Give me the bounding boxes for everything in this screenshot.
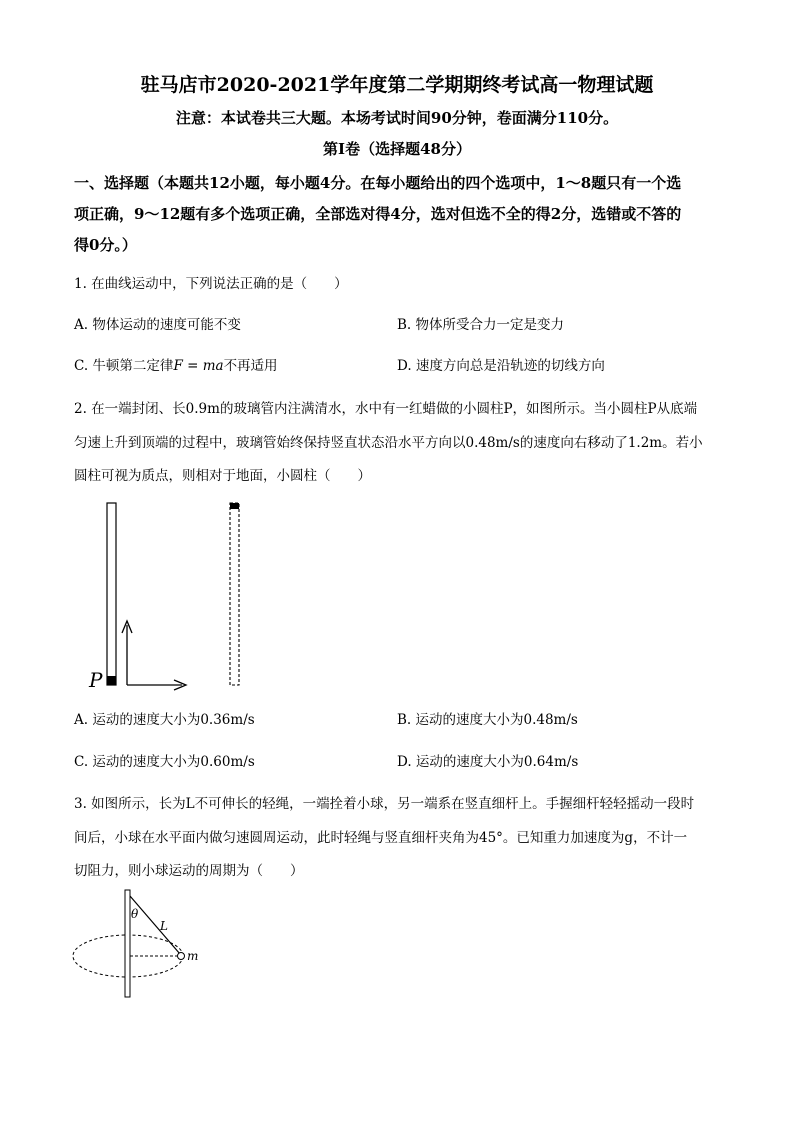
q3-line-2: 间后，小球在水平面内做匀速圆周运动，此时轻绳与竖直细杆夹角为45°。已知重力加速度为g，不计一: [74, 830, 688, 846]
q1-option-d: D. 速度方向总是沿轨迹的切线方向: [397, 358, 605, 374]
exam-notice: 注意：本试卷共三大题。本场考试时间90分钟，卷面满分110分。: [175, 109, 619, 127]
q3-line-1: 3. 如图所示，长为L不可伸长的轻绳，一端拴着小球，另一端系在竖直细杆上。手握细杆轻轻摇动一段时: [74, 796, 695, 812]
red-wax-cylinder-bottom: [107, 676, 116, 685]
section-one-line-3: 得0分。）: [74, 236, 137, 254]
q1-stem: 1. 在曲线运动中，下列说法正确的是（ ）: [74, 276, 348, 292]
red-wax-cylinder-top: [230, 503, 239, 509]
label-p: P: [89, 668, 103, 692]
q2-option-a: A. 运动的速度大小为0.36m/s: [74, 712, 255, 728]
q2-line-1: 2. 在一端封闭、长0.9m的玻璃管内注满清水，水中有一红蜡做的小圆柱P，如图所示。当小圆柱P从底端: [74, 401, 698, 417]
glass-tube-right-dashed: [230, 503, 239, 685]
string: [130, 896, 180, 954]
q1-option-c: [74, 354, 278, 374]
label-m: m: [187, 949, 199, 963]
q1-option-c-formula: F = ma: [173, 358, 224, 374]
q1-option-b: B. 物体所受合力一定是变力: [397, 317, 565, 333]
q2-figure: [80, 495, 260, 695]
q2-line-2: 匀速上升到顶端的过程中，玻璃管始终保持竖直状态沿水平方向以0.48m/s的速度向右移动了1.2m。若小: [74, 435, 703, 451]
q1-option-c-prefix: C. 牛顿第二定律: [74, 358, 174, 374]
q2-option-c: C. 运动的速度大小为0.60m/s: [74, 754, 255, 770]
vertical-rod: [125, 890, 130, 997]
q3-figure: [70, 888, 210, 1000]
part-one-heading: 第Ⅰ卷（选择题48分）: [323, 140, 471, 158]
q1-option-a: A. 物体运动的速度可能不变: [74, 317, 241, 333]
ball: [178, 953, 185, 960]
section-one-line-2: 项正确，9～12题有多个选项正确，全部选对得4分，选对但选不全的得2分，选错或不答的: [74, 205, 682, 223]
q2-line-3: 圆柱可视为质点，则相对于地面，小圆柱（ ）: [74, 468, 371, 484]
glass-tube-left: [107, 503, 116, 685]
q1-option-c-suffix: 不再适用: [223, 358, 278, 374]
q2-option-b: B. 运动的速度大小为0.48m/s: [397, 712, 578, 728]
label-theta: θ: [131, 907, 139, 921]
q2-option-d: D. 运动的速度大小为0.64m/s: [397, 754, 579, 770]
page-title: 驻马店市2020-2021学年度第二学期期终考试高一物理试题: [140, 74, 654, 96]
section-one-line-1: 一、选择题（本题共12小题，每小题4分。在每小题给出的四个选项中，1～8题只有一个选: [74, 174, 682, 192]
q3-line-3: 切阻力，则小球运动的周期为（ ）: [74, 863, 304, 879]
label-l: L: [160, 919, 168, 933]
